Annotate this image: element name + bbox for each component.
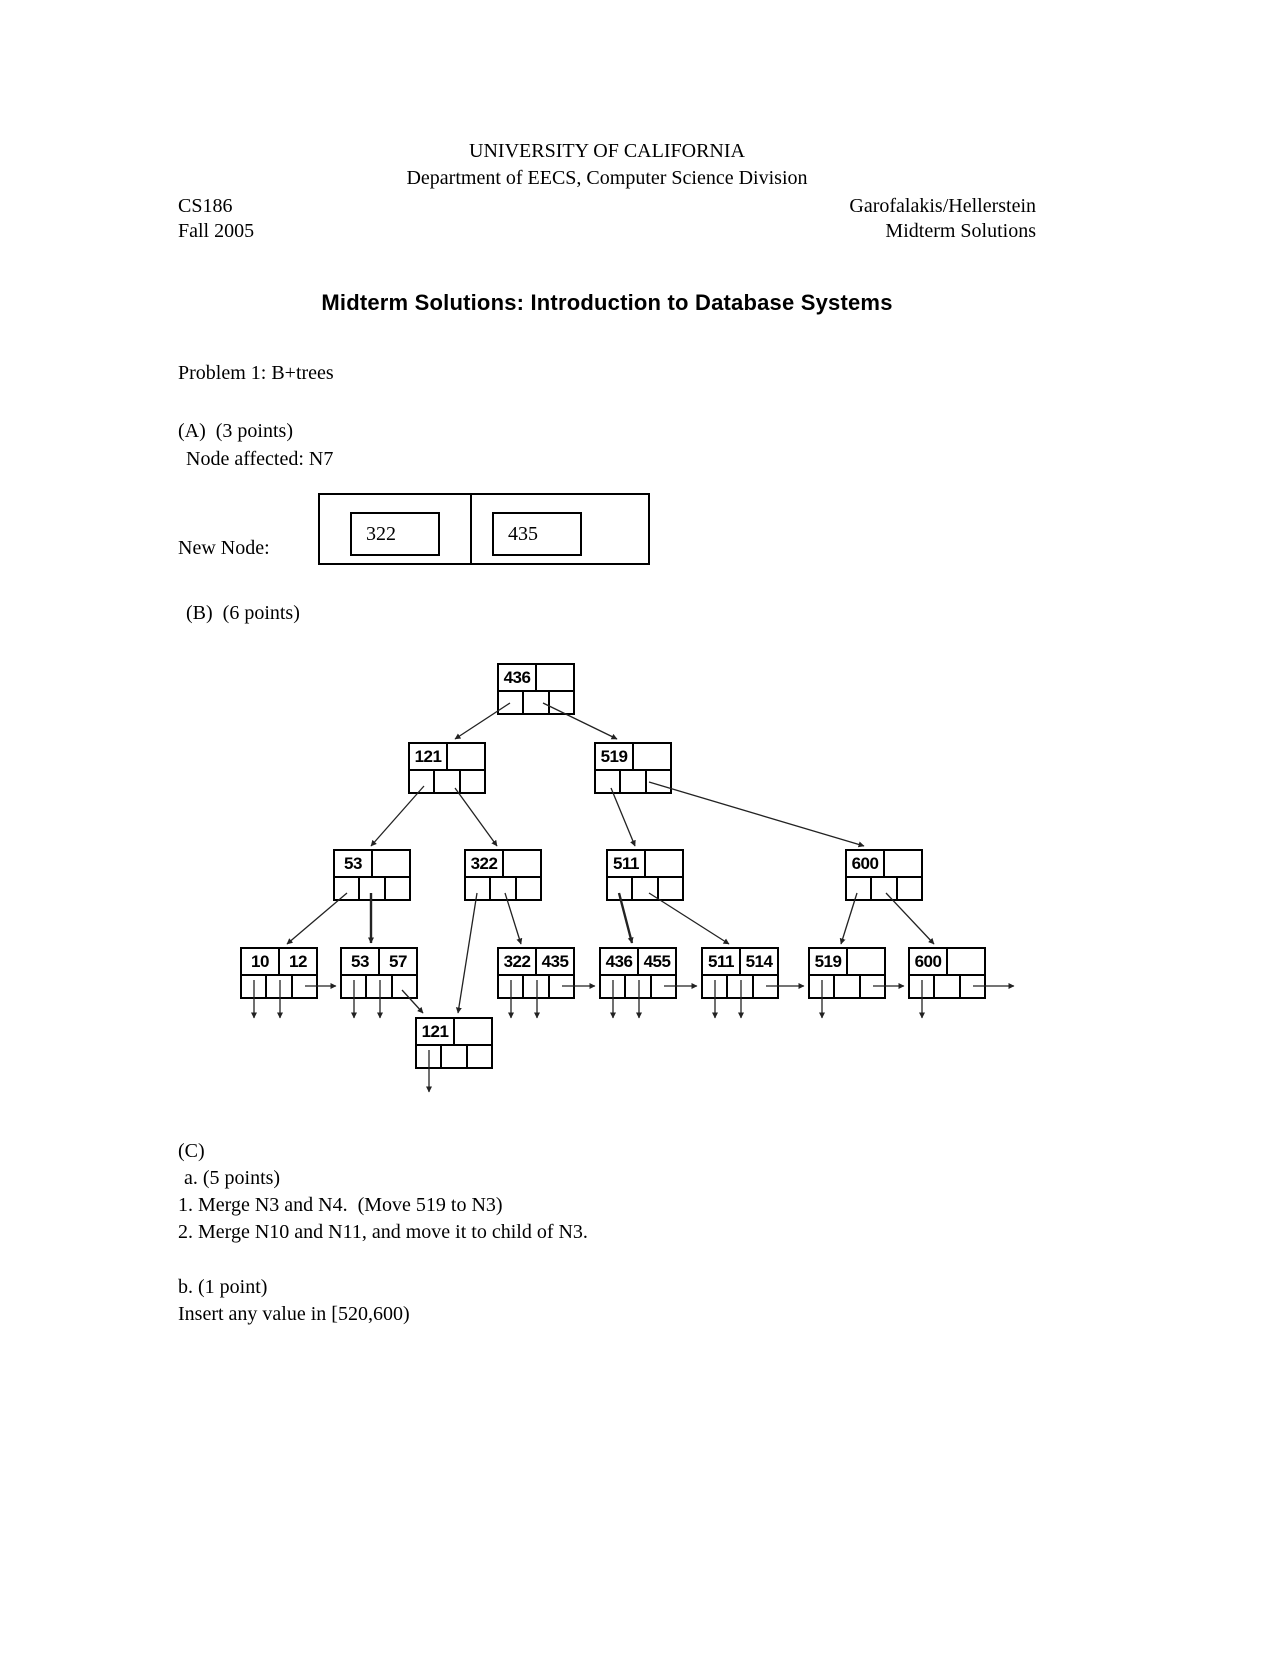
leaf-pointer-cell [626,976,651,997]
tree-node-53-internal [333,849,411,901]
leaf-pointer-cell [499,976,524,997]
leaf-key: 10 [242,949,280,974]
tree-node-511-internal [606,849,684,901]
leaf-pointer-cell [550,976,573,997]
node-pointer-cell [898,878,921,899]
doc-type: Midterm Solutions [885,220,1036,242]
node-key: 600 [847,851,885,876]
leaf-key: 514 [745,951,773,971]
node-pointer-cell [550,692,573,713]
leaf-key: 12 [289,951,307,971]
node-pointer-cell [872,878,897,899]
node-pointer-cell [659,878,682,899]
new-node-value-1: 322 [350,512,440,556]
leaf-pointer-cell [754,976,777,997]
page-title: Midterm Solutions: Introduction to Database Systems [321,290,893,315]
leaf-key [455,1019,491,1044]
new-node-value-2: 435 [492,512,582,556]
term: Fall 2005 [178,220,255,242]
authors: Garofalakis/Hellerstein [849,195,1036,217]
node-pointer-cell [621,771,646,792]
leaf-pointer-cell [468,1046,491,1067]
leaf-key: 436 [601,949,639,974]
leaf-key: 435 [541,951,569,971]
partA-node-affected: Node affected: N7 [186,448,334,470]
leaf-pointer-cell [293,976,316,997]
leaf-key: 53 [342,949,380,974]
leaf-pointer-cell [810,976,835,997]
node-pointer-cell [524,692,549,713]
university-name: UNIVERSITY OF CALIFORNIA [469,140,745,162]
node-pointer-cell [435,771,460,792]
tree-leaf-10-12 [240,947,318,999]
partC-a-line1: 1. Merge N3 and N4. (Move 519 to N3) [178,1194,503,1216]
node-empty-key [634,744,670,769]
leaf-pointer-cell [242,976,267,997]
leaf-pointer-cell [267,976,292,997]
node-pointer-cell [491,878,516,899]
leaf-pointer-cell [393,976,416,997]
node-pointer-cell [633,878,658,899]
node-key: 53 [335,851,373,876]
node-pointer-cell [360,878,385,899]
tree-leaf-121 [415,1017,493,1069]
node-pointer-cell [596,771,621,792]
leaf-key: 322 [499,949,537,974]
tree-node-322-internal [464,849,542,901]
leaf-pointer-cell [728,976,753,997]
node-key: 511 [608,851,646,876]
leaf-pointer-cell [703,976,728,997]
tree-node-121-internal [408,742,486,794]
problem1-heading: Problem 1: B+trees [178,362,334,384]
node-empty-key [373,851,409,876]
new-node-divider [470,495,472,563]
leaf-pointer-cell [861,976,884,997]
leaf-pointer-cell [935,976,960,997]
node-pointer-cell [410,771,435,792]
node-pointer-cell [499,692,524,713]
node-pointer-cell [386,878,409,899]
leaf-pointer-cell [652,976,675,997]
leaf-pointer-cell [342,976,367,997]
node-key: 121 [410,744,448,769]
tree-leaf-511-514 [701,947,779,999]
node-key: 436 [499,665,537,690]
node-empty-key [504,851,540,876]
node-empty-key [537,665,573,690]
node-pointer-cell [461,771,484,792]
tree-leaf-600 [908,947,986,999]
partB-label: (B) (6 points) [186,602,300,624]
new-node-diagram [318,493,650,565]
leaf-key: 121 [417,1019,455,1044]
node-pointer-cell [517,878,540,899]
node-pointer-cell [608,878,633,899]
node-pointer-cell [335,878,360,899]
leaf-pointer-cell [961,976,984,997]
partC-a-label: a. (5 points) [184,1167,281,1189]
leaf-key [848,949,884,974]
leaf-pointer-cell [417,1046,442,1067]
tree-node-600-internal [845,849,923,901]
leaf-pointer-cell [367,976,392,997]
leaf-key [948,949,984,974]
partC-b-label: b. (1 point) [178,1276,268,1298]
leaf-key: 455 [643,951,671,971]
node-key: 519 [596,744,634,769]
partC-label: (C) [178,1140,205,1162]
leaf-pointer-cell [601,976,626,997]
leaf-pointer-cell [442,1046,467,1067]
leaf-pointer-cell [910,976,935,997]
leaf-key: 600 [910,949,948,974]
leaf-pointer-cell [835,976,860,997]
tree-leaf-519 [808,947,886,999]
tree-leaf-53-57 [340,947,418,999]
partA-label: (A) (3 points) [178,420,293,442]
node-empty-key [646,851,682,876]
department-name: Department of EECS, Computer Science Division [406,167,808,189]
leaf-key: 511 [703,949,741,974]
node-empty-key [448,744,484,769]
tree-root-node [497,663,575,715]
leaf-key: 519 [810,949,848,974]
node-empty-key [885,851,921,876]
node-pointer-cell [466,878,491,899]
partC-a-line2: 2. Merge N10 and N11, and move it to child of N3. [178,1221,588,1243]
leaf-key: 57 [389,951,407,971]
tree-leaf-322-435 [497,947,575,999]
leaf-pointer-cell [524,976,549,997]
tree-node-519-internal [594,742,672,794]
node-pointer-cell [847,878,872,899]
course-code: CS186 [178,195,233,217]
tree-leaf-436-455 [599,947,677,999]
new-node-label: New Node: [178,537,270,559]
node-key: 322 [466,851,504,876]
partC-b-line1: Insert any value in [520,600) [178,1303,410,1325]
node-pointer-cell [647,771,670,792]
